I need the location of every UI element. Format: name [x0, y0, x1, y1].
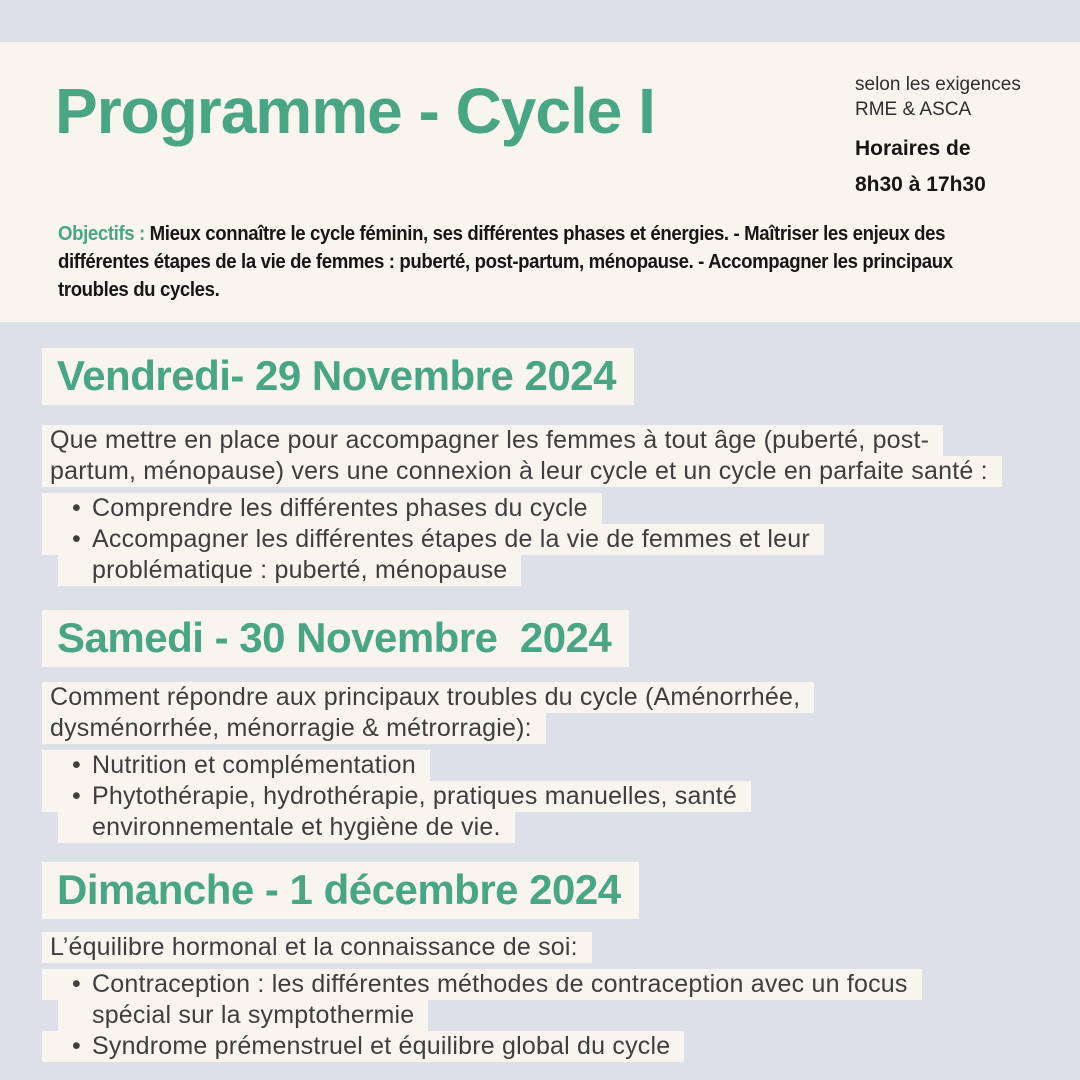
requirements-block — [855, 72, 1065, 204]
bullet-item: • Comprendre les différentes phases du cycle — [42, 493, 602, 524]
bullet-list — [0, 493, 1080, 586]
bullet-item-continuation: spécial sur la symptothermie — [58, 1000, 428, 1031]
intro-line: Comment répondre aux principaux troubles du cycle (Aménorrhée, — [42, 682, 814, 713]
requirements-line-1: selon les exigences — [855, 74, 1021, 95]
intro-line: Que mettre en place pour accompagner les femmes à tout âge (puberté, post- — [42, 425, 943, 456]
bullet-item: • Accompagner les différentes étapes de la vie de femmes et leur — [42, 524, 824, 555]
bullet-list — [0, 969, 1080, 1062]
objectives-paragraph — [58, 220, 1016, 304]
bullet-item: • Nutrition et complémentation — [42, 750, 430, 781]
bullet-list — [0, 750, 1080, 843]
section-samedi — [0, 610, 1080, 843]
objectives-text: Mieux connaître le cycle féminin, ses différentes phases et énergies. - Maîtriser les enjeux des différentes étapes de la vie de femmes : puberté, post-partum, ménopause. - Accompagner les principaux troubles du cycles. — [58, 223, 953, 301]
bullet-item: • Phytothérapie, hydrothérapie, pratiques manuelles, santé — [42, 781, 751, 812]
section-dimanche — [0, 862, 1080, 1062]
section-heading: Samedi - 30 Novembre 2024 — [42, 610, 629, 667]
intro-line: dysménorrhée, ménorragie & métrorragie): — [42, 713, 546, 744]
bullet-item: • Syndrome prémenstruel et équilibre global du cycle — [42, 1031, 684, 1062]
section-vendredi — [0, 348, 1080, 586]
bullet-item: • Contraception : les différentes méthodes de contraception avec un focus — [42, 969, 922, 1000]
page-title: Programme - Cycle I — [55, 75, 655, 147]
objectives-label: Objectifs : — [58, 223, 150, 245]
section-heading: Vendredi- 29 Novembre 2024 — [42, 348, 634, 405]
section-body — [0, 425, 1080, 586]
header-band — [0, 42, 1080, 322]
bullet-item-continuation: environnementale et hygiène de vie. — [58, 812, 515, 843]
bullet-item-continuation: problématique : puberté, ménopause — [58, 555, 521, 586]
hours-label: Horaires de — [855, 137, 971, 160]
intro-line: partum, ménopause) vers une connexion à leur cycle et un cycle en parfaite santé : — [42, 456, 1002, 487]
intro-line: L’équilibre hormonal et la connaissance de soi: — [42, 932, 592, 963]
section-heading: Dimanche - 1 décembre 2024 — [42, 862, 639, 919]
section-body — [0, 682, 1080, 843]
section-body — [0, 932, 1080, 1062]
hours-value: 8h30 à 17h30 — [855, 173, 986, 196]
requirements-line-2: RME & ASCA — [855, 99, 972, 120]
